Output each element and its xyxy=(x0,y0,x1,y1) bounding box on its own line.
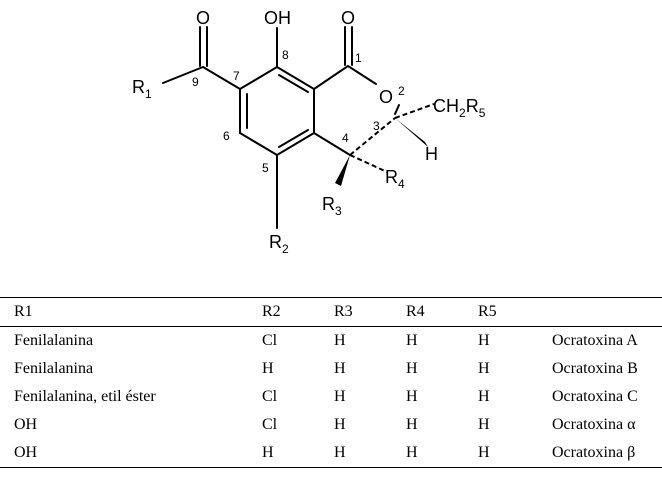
cell-r4: H xyxy=(406,416,418,433)
table-row xyxy=(0,355,662,383)
cell-r4: H xyxy=(406,388,418,405)
cell-r2: H xyxy=(262,444,274,461)
cell-r3: H xyxy=(334,360,346,377)
dashed-bond-c4-r4 xyxy=(350,155,387,172)
bond-o2-c3 xyxy=(395,105,399,114)
cell-r3: H xyxy=(334,388,346,405)
cell-r1: Fenilalanina xyxy=(14,360,94,377)
position-number-2: 2 xyxy=(398,84,405,98)
cell-r4: H xyxy=(406,332,418,349)
cell-r5: H xyxy=(478,416,490,433)
position-number-8: 8 xyxy=(282,48,289,62)
cell-r5: H xyxy=(478,444,490,461)
cell-r3: H xyxy=(334,444,346,461)
position-number-4: 4 xyxy=(342,131,349,145)
bond-c1-o2 xyxy=(348,66,376,84)
r1-label: $R_1$ xyxy=(132,77,152,101)
ch2r5-label: $CH_2R_5$ xyxy=(433,96,486,120)
bond-c7-c8 xyxy=(240,67,277,89)
cell-toxin-name: Ocratoxina β xyxy=(552,444,636,461)
ochratoxin-derivatives-table xyxy=(0,297,662,468)
cell-r5: H xyxy=(478,388,490,405)
table-row xyxy=(0,411,662,439)
header-name xyxy=(550,298,662,327)
cell-r3: H xyxy=(334,416,346,433)
position-number-3: 3 xyxy=(373,119,380,133)
position-number-9: 9 xyxy=(192,75,199,89)
cell-r4: H xyxy=(406,444,418,461)
cell-r2: H xyxy=(262,360,274,377)
wedge-bond-c3-h xyxy=(395,118,428,147)
dashed-bond-c3-ch2 xyxy=(395,104,434,118)
cell-r5: H xyxy=(478,360,490,377)
cell-r2: Cl xyxy=(262,416,278,433)
table-row xyxy=(0,439,662,468)
header-r2: R2 xyxy=(262,303,281,320)
cell-r1: OH xyxy=(14,444,38,461)
table-row xyxy=(0,327,662,356)
header-r3: R3 xyxy=(334,303,353,320)
cell-toxin-name: Ocratoxina B xyxy=(552,360,638,377)
r3-label: $R_3$ xyxy=(322,194,342,218)
cell-toxin-name: Ocratoxina α xyxy=(552,416,636,433)
hydroxyl-label: OH xyxy=(264,8,291,28)
cell-r5: H xyxy=(478,332,490,349)
cell-r1: OH xyxy=(14,416,38,433)
position-number-1: 1 xyxy=(355,51,362,65)
position-number-5: 5 xyxy=(262,161,269,175)
cell-r3: H xyxy=(334,332,346,349)
wedge-bond-c4-r3 xyxy=(335,155,350,186)
lactone-oxygen-label: O xyxy=(341,8,356,28)
cell-r2: Cl xyxy=(262,388,278,405)
header-r1: R1 xyxy=(14,303,33,320)
header-r4: R4 xyxy=(406,303,425,320)
r4-label: $R_4$ xyxy=(385,167,405,191)
cell-r1: Fenilalanina xyxy=(14,332,94,349)
cell-r2: Cl xyxy=(262,332,278,349)
position-number-6: 6 xyxy=(223,129,230,143)
cell-toxin-name: Ocratoxina C xyxy=(552,388,638,405)
table-header-row xyxy=(0,298,662,327)
ring-oxygen-label: O xyxy=(379,87,394,107)
header-r5: R5 xyxy=(478,303,497,320)
cell-toxin-name: Ocratoxina A xyxy=(552,332,638,349)
bond-c8a-c1 xyxy=(314,66,348,89)
ketone-oxygen-label: O xyxy=(196,8,211,28)
r2-label: $R_2$ xyxy=(269,232,289,256)
bond-c5-c6 xyxy=(240,133,277,155)
cell-r1: Fenilalanina, etil éster xyxy=(14,388,156,405)
cell-r4: H xyxy=(406,360,418,377)
hydrogen-label: H xyxy=(425,144,438,164)
table-row xyxy=(0,383,662,411)
position-number-7: 7 xyxy=(233,69,240,83)
